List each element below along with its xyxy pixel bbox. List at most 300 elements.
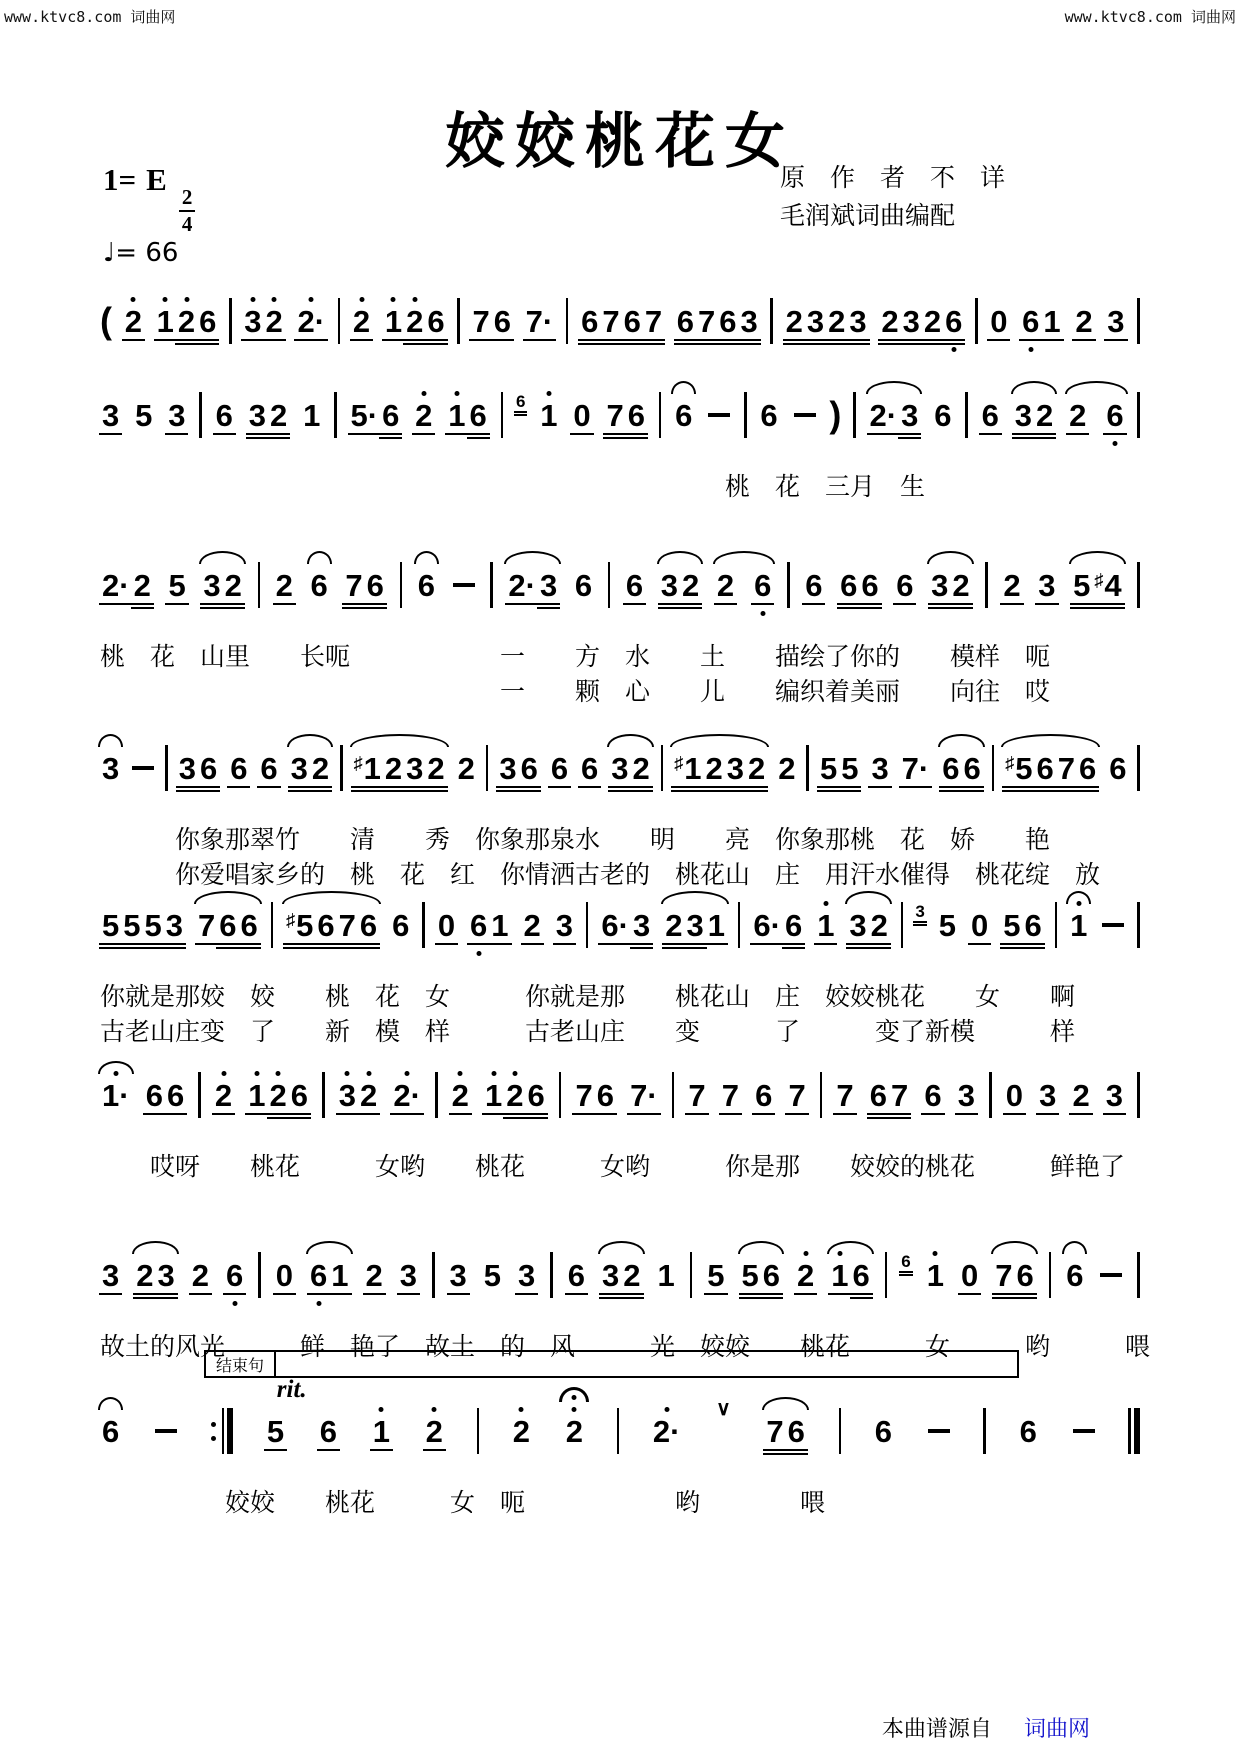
fermata-icon: [559, 1387, 589, 1402]
barline: [271, 902, 274, 948]
note-digit: 2: [1034, 400, 1055, 431]
underline-beam: [423, 1449, 446, 1451]
note-digit: 6: [1066, 1257, 1084, 1293]
underline-beam: [1002, 790, 1035, 792]
note-group: [740, 1257, 783, 1293]
octave-dot-below: [316, 1301, 321, 1306]
note-digit: 6: [851, 1260, 872, 1291]
slur-arc: [306, 1241, 353, 1254]
underline-beam: [165, 603, 188, 605]
note-group: [1073, 303, 1094, 339]
underline-beam: [336, 1113, 359, 1115]
slur-arc: [414, 551, 439, 564]
underline-beam: [928, 603, 951, 605]
underline-beam: [518, 790, 541, 792]
note-digit: 6: [894, 570, 915, 601]
note-group: [524, 303, 556, 339]
note-group: [1018, 1413, 1039, 1449]
note-digit: 6: [228, 753, 249, 784]
underline-beam: [263, 339, 286, 341]
underline-beam: [1012, 433, 1035, 435]
underline-beam: [403, 343, 426, 345]
note-group: [932, 397, 953, 433]
slur-arc: [98, 1397, 123, 1410]
note-digit: 7: [196, 910, 217, 941]
note-digit: 6: [1034, 753, 1055, 784]
underline-beam: [1012, 437, 1035, 439]
rit-marking: rit.: [276, 1376, 307, 1403]
note-digit: 5: [265, 1416, 286, 1447]
note-digit: 1: [489, 910, 510, 941]
note-group: [224, 1257, 245, 1293]
underline-beam: [679, 603, 702, 605]
note-digit: 1: [371, 1416, 392, 1447]
underline-beam: [1033, 786, 1056, 788]
underline-beam: [594, 1113, 617, 1115]
underline-beam: [683, 943, 706, 945]
underline-beam: [817, 786, 840, 788]
note-digit: ♯1: [352, 753, 383, 784]
note-digit: 6: [803, 570, 824, 601]
barline: [586, 902, 589, 948]
underline-beam: [794, 1293, 817, 1295]
lyrics-row: 姣姣 桃花 女 呃 哟 喂: [100, 1489, 826, 1517]
note-digit: 7·: [628, 1080, 660, 1111]
underline-beam: [888, 1117, 911, 1119]
underline-beam: [283, 943, 316, 945]
underline-beam: [382, 790, 405, 792]
barline: [340, 745, 343, 791]
slur-arc: [1069, 551, 1126, 564]
underline-beam: [424, 790, 447, 792]
note-group: [364, 1257, 385, 1293]
underline-beam: [196, 343, 219, 345]
underline-beam: [782, 947, 805, 949]
note-digit: 7: [604, 400, 625, 431]
note-digit: 2: [310, 753, 331, 784]
underline-beam: [599, 339, 622, 341]
credit-original-author: 原 作 者 不 详: [780, 165, 1006, 192]
note-digit: 2: [784, 306, 805, 337]
underline-beam: [868, 943, 891, 945]
lyrics-row: 你象那翠竹 清 秀 你象那泉水 明 亮 你象那桃 花 娇 艳: [100, 826, 1051, 854]
underline-beam: [154, 339, 177, 341]
underline-beam: [1033, 433, 1056, 435]
underline-beam: [99, 943, 122, 945]
underline-beam: [1036, 1113, 1059, 1115]
notes-row: [100, 1378, 1140, 1478]
note-group: [301, 397, 322, 433]
underline-beam: [763, 1449, 786, 1451]
note-group: [456, 750, 477, 786]
note-digit: 6: [519, 753, 540, 784]
underline-beam: [197, 786, 220, 788]
note-group: [213, 1077, 234, 1113]
underline-beam: [449, 1113, 472, 1115]
duration-dash: [130, 753, 156, 784]
underline-beam: [342, 607, 365, 609]
underline-beam: [424, 786, 447, 788]
barline: [435, 1072, 438, 1118]
note-group: [609, 750, 652, 786]
note-group: [390, 907, 411, 943]
underline-beam: [867, 433, 901, 435]
octave-dot-above: [837, 1251, 842, 1256]
dotted-note-dot: ·: [670, 1413, 681, 1449]
note-digit: 2: [715, 570, 736, 601]
octave-dot-above: [454, 391, 459, 396]
underline-beam: [197, 790, 220, 792]
underline-beam: [603, 433, 626, 435]
note-digit: 1: [657, 1257, 675, 1293]
underline-beam: [237, 943, 260, 945]
barline: [477, 1408, 480, 1454]
note-digit: 2: [504, 1080, 525, 1111]
note-group: [295, 303, 327, 339]
underline-beam: [658, 607, 681, 609]
note-digit: 6: [165, 1080, 186, 1111]
note-group: [247, 397, 290, 433]
underline-beam: [630, 786, 653, 788]
underline-beam: [785, 1449, 808, 1451]
underline-beam: [630, 943, 653, 945]
underline-beam: [608, 786, 631, 788]
underline-beam: [899, 1274, 912, 1276]
octave-dot-above: [272, 297, 277, 302]
note-digit: 2: [879, 306, 900, 337]
slur-arc: [132, 1241, 179, 1254]
underline-beam: [237, 947, 260, 949]
octave-dot-above: [933, 1251, 938, 1256]
note-group: [1104, 1077, 1125, 1113]
slur-arc: [504, 551, 561, 564]
underline-beam: [625, 433, 648, 435]
octave-dot-above: [458, 1071, 463, 1076]
note-digit: 6: [549, 753, 570, 784]
underline-beam: [760, 1293, 783, 1295]
underline-beam: [846, 343, 869, 345]
underline-beam: [317, 1449, 340, 1451]
note-digit: 6: [980, 400, 1001, 431]
note-group: [758, 397, 779, 433]
underline-beam: [99, 947, 122, 949]
note-digit: 2: [132, 570, 153, 601]
note-group: [497, 750, 540, 786]
underline-beam: [1000, 947, 1023, 949]
note-group: [1064, 1257, 1085, 1293]
underline-beam: [968, 943, 991, 945]
underline-beam: [246, 433, 269, 435]
note-group: [868, 1077, 911, 1113]
octave-dot-above: [391, 297, 396, 302]
note-group: [599, 907, 652, 943]
note-digit: 2: [425, 753, 446, 784]
note-group: [274, 1257, 295, 1293]
octave-dot-below: [476, 951, 481, 956]
octave-dot-above: [405, 1071, 410, 1076]
underline-beam: [703, 786, 726, 788]
note-digit: 3: [684, 910, 705, 941]
note-digit: 3: [805, 306, 826, 337]
notes-row: [100, 268, 1140, 368]
underline-beam: [825, 339, 848, 341]
underline-beam: [899, 1271, 912, 1273]
underline-beam: [307, 1293, 330, 1295]
note-digit: 6: [318, 1416, 339, 1447]
note-digit: 7: [764, 1416, 785, 1447]
note-group: [289, 750, 332, 786]
note-digit: 3: [156, 1260, 177, 1291]
note-digit: 1: [829, 1260, 850, 1291]
underline-beam: [623, 603, 646, 605]
underline-beam: [745, 790, 768, 792]
lyrics-row: 桃 花 三月 生: [100, 473, 926, 501]
note-digit: 2: [1070, 1080, 1091, 1111]
note-digit: 0: [959, 1260, 980, 1291]
slur-arc: [598, 1241, 645, 1254]
note-group: [1067, 397, 1126, 433]
underline-beam: [630, 790, 653, 792]
note-digit: 5: [135, 397, 153, 433]
barline: [659, 392, 662, 438]
underline-beam: [578, 343, 601, 345]
underline-beam: [625, 437, 648, 439]
underline-beam: [739, 1293, 762, 1295]
octave-dot-above: [823, 901, 828, 906]
note-group: [228, 750, 249, 786]
barline: [983, 1408, 986, 1454]
dotted-note-dot: ·: [886, 397, 898, 433]
barline: [322, 1072, 325, 1118]
barline: [165, 745, 168, 791]
barline: [1137, 392, 1140, 438]
underline-beam: [599, 343, 622, 345]
note-digit: 2: [869, 910, 890, 941]
note-group: [371, 1413, 392, 1449]
barline: [334, 392, 337, 438]
note-group: [214, 397, 235, 433]
note-digit: 6: [365, 570, 386, 601]
note-digit: 6·: [599, 910, 631, 941]
underline-beam: [264, 1449, 287, 1451]
underline-beam: [503, 1117, 526, 1119]
sharp-icon: ♯: [1005, 752, 1015, 773]
barline: [1137, 745, 1140, 791]
underline-beam: [739, 1297, 762, 1299]
octave-dot-above: [491, 1071, 496, 1076]
note-group: [100, 750, 121, 786]
underline-beam: [960, 790, 983, 792]
underline-beam: [382, 339, 405, 341]
underline-beam: [858, 607, 881, 609]
note-digit: 2: [1073, 306, 1094, 337]
note-group: [134, 1257, 177, 1293]
note-digit: 5: [1071, 570, 1092, 601]
note-digit: 7: [643, 306, 664, 337]
note-digit: 3: [177, 753, 198, 784]
footer-site-link[interactable]: 词曲网: [1023, 1716, 1090, 1741]
underline-beam: [846, 947, 869, 949]
notes-row: [100, 1222, 1140, 1322]
note-digit: 2: [826, 306, 847, 337]
grace-note: [914, 903, 925, 920]
note-group: [1070, 1077, 1091, 1113]
underline-beam: [467, 943, 490, 945]
underline-beam: [514, 411, 527, 413]
underline-beam: [783, 339, 806, 341]
note-group: [686, 1077, 707, 1113]
slur-arc: [194, 891, 262, 904]
octave-dot-below: [760, 611, 765, 616]
underline-beam: [120, 947, 143, 949]
duration-dash: [1100, 910, 1126, 941]
note-group: [100, 1077, 132, 1113]
barline: [559, 1072, 562, 1118]
note-digit: 1: [155, 306, 176, 337]
note-group: [900, 750, 932, 786]
note-digit: 2: [358, 1080, 379, 1111]
underline-beam: [599, 1293, 622, 1295]
note-digit: 3: [1013, 400, 1034, 431]
note-digit: 3: [869, 753, 890, 784]
underline-beam: [246, 437, 269, 439]
underline-beam: [1003, 1113, 1026, 1115]
note-digit: 3: [956, 1080, 977, 1111]
note-digit: 6: [752, 570, 773, 601]
underline-beam: [273, 603, 296, 605]
underline-beam: [518, 786, 541, 788]
note-digit: 1: [706, 910, 727, 941]
barline: [992, 745, 995, 791]
underline-beam: [342, 603, 365, 605]
barline: [690, 1252, 693, 1298]
underline-beam: [467, 433, 490, 435]
note-digit: 3: [847, 910, 868, 941]
note-digit: 6: [308, 1260, 329, 1291]
underline-beam: [163, 947, 186, 949]
barline: [1055, 902, 1058, 948]
note-digit: 3: [1104, 1080, 1125, 1111]
key-prefix: 1=: [103, 162, 137, 197]
note-digit: 0: [1004, 1080, 1025, 1111]
note-digit: 3: [554, 910, 575, 941]
note-digit: 6: [1104, 400, 1125, 431]
underline-beam: [627, 1113, 661, 1115]
note-digit: 2: [680, 570, 701, 601]
note-group: [784, 303, 869, 339]
grace-note: [900, 1253, 911, 1270]
dotted-note-dot: ·: [647, 1077, 658, 1113]
note-digit: 6: [675, 306, 696, 337]
note-digit: 5: [121, 910, 142, 941]
note-digit: 6: [934, 397, 952, 433]
octave-dot-above: [546, 391, 551, 396]
note-digit: 2: [746, 753, 767, 784]
note-digit: 3: [247, 400, 268, 431]
underline-beam: [200, 603, 223, 605]
note-digit: 2: [922, 306, 943, 337]
note-group: [349, 397, 402, 433]
slur-arc: [1062, 1241, 1087, 1254]
underline-beam: [424, 339, 447, 341]
underline-beam: [309, 790, 332, 792]
dotted-note-dot: ·: [410, 1077, 421, 1113]
underline-beam: [294, 339, 328, 341]
underline-beam: [328, 1293, 351, 1295]
underline-beam: [525, 1117, 548, 1119]
music-system-4: [100, 715, 1140, 890]
footer-source-text: 本曲谱源自: [881, 1716, 992, 1741]
underline-beam: [267, 1113, 290, 1115]
dotted-note-dot: ·: [119, 1077, 130, 1113]
note-group: [483, 1077, 547, 1113]
note-group: [549, 750, 570, 786]
underline-beam: [960, 786, 983, 788]
underline-beam: [412, 433, 435, 435]
underline-beam: [695, 339, 718, 341]
note-group: [879, 303, 964, 339]
note-group: [1001, 907, 1044, 943]
note-group: [672, 750, 767, 786]
underline-beam: [175, 343, 198, 345]
barline: [229, 298, 232, 344]
underline-beam: [364, 603, 387, 605]
underline-beam: [505, 603, 539, 605]
note-group: [100, 567, 153, 603]
note-digit: 6: [574, 567, 593, 603]
note-group: [1013, 397, 1056, 433]
note-group: [776, 750, 797, 786]
note-group: [922, 1077, 943, 1113]
barline: [199, 392, 202, 438]
underline-beam: [1055, 790, 1078, 792]
octave-dot-above: [276, 1071, 281, 1076]
underline-beam: [514, 414, 527, 416]
note-digit: 3: [100, 1260, 121, 1291]
note-digit: 6: [579, 306, 600, 337]
tempo-marking: ♩= 66: [103, 238, 179, 268]
underline-beam: [825, 343, 848, 345]
underline-beam: [878, 343, 901, 345]
note-group: [482, 1257, 503, 1293]
note-digit: 2: [413, 400, 434, 431]
slur-arc: [938, 734, 985, 747]
underline-beam: [671, 790, 704, 792]
note-digit: 7: [470, 306, 491, 337]
underline-beam: [578, 786, 601, 788]
underline-beam: [336, 947, 359, 949]
note-digit: 5: [938, 907, 957, 943]
underline-beam: [837, 603, 860, 605]
note-digit: 3: [659, 570, 680, 601]
note-digit: 1·: [100, 1080, 132, 1111]
underline-beam: [928, 607, 951, 609]
underline-beam: [921, 343, 944, 345]
note-group: [1071, 567, 1124, 603]
underline-beam: [196, 339, 219, 341]
octave-dot-above: [113, 1071, 118, 1076]
note-group: [1068, 907, 1089, 943]
note-digit: 7: [696, 306, 717, 337]
underline-beam: [122, 339, 145, 341]
note-digit: 6: [900, 1253, 911, 1270]
underline-beam: [1021, 943, 1044, 945]
underline-beam: [900, 343, 923, 345]
underline-beam: [288, 1113, 311, 1115]
underline-beam: [222, 603, 245, 605]
note-digit: 2·: [651, 1416, 683, 1447]
underline-beam: [868, 786, 891, 788]
